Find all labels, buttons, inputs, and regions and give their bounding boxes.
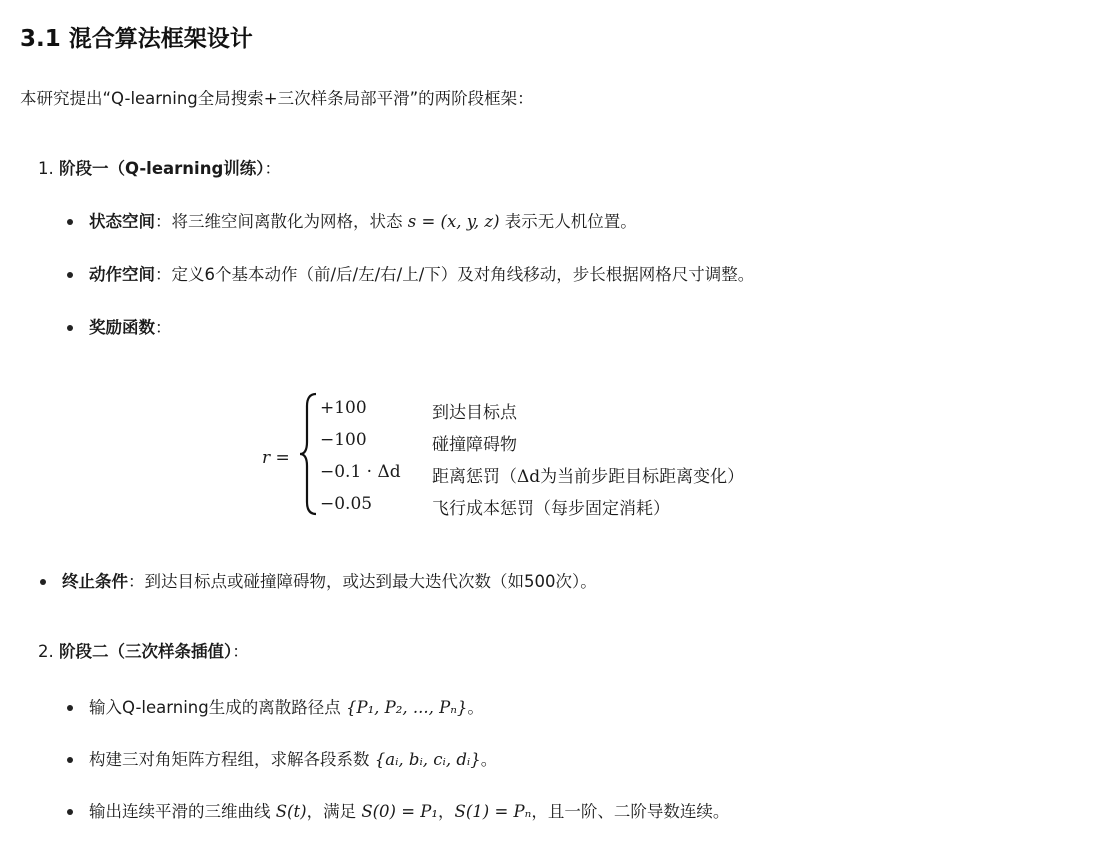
reward-formula — [262, 392, 862, 522]
termination-label: 终止条件 — [62, 572, 128, 591]
output-math-2: S(0) = P₁ — [361, 802, 439, 821]
output-after: ，且一阶、二阶导数连续。 — [531, 802, 730, 821]
stage2-heading — [38, 640, 249, 664]
section-heading: 3.1 混合算法框架设计 — [20, 26, 253, 52]
state-math: s = (x, y, z) — [407, 212, 500, 231]
case-value-4: −0.05 — [320, 494, 373, 514]
bullet-dot — [67, 325, 73, 331]
stage1-number: 1. — [38, 159, 54, 178]
termination-item — [62, 570, 597, 594]
output-sep: ， — [438, 802, 455, 821]
intro-paragraph: 本研究提出“Q-learning全局搜索+三次样条局部平滑”的两阶段框架： — [20, 89, 534, 108]
action-space-text: ：定义6个基本动作（前/后/左/右/上/下）及对角线移动，步长根据网格尺寸调整。 — [155, 265, 755, 284]
stage2-colon: ： — [232, 642, 249, 661]
case-value-2: −100 — [320, 430, 367, 450]
build-math: {aᵢ, bᵢ, cᵢ, dᵢ} — [374, 750, 481, 769]
state-space-text: ：将三维空间离散化为网格，状态 — [155, 212, 403, 231]
stage1-colon: ： — [264, 159, 282, 178]
left-brace — [298, 392, 318, 516]
input-item — [89, 696, 484, 720]
build-after: 。 — [480, 750, 498, 769]
input-after: 。 — [467, 698, 484, 717]
reward-function-colon: ： — [155, 318, 172, 337]
stage1-title: 阶段一（Q-learning训练） — [59, 159, 265, 178]
case-value-1: +100 — [320, 398, 367, 418]
input-text: 输入Q-learning生成的离散路径点 — [89, 698, 341, 717]
case-value-3: −0.1 · Δd — [320, 462, 401, 482]
stage2-title: 阶段二（三次样条插值） — [59, 642, 233, 661]
bullet-dot — [40, 579, 46, 585]
stage1-heading — [38, 157, 281, 181]
termination-text: ：到达目标点或碰撞障碍物，或达到最大迭代次数（如500次）。 — [128, 572, 597, 591]
state-space-item — [89, 210, 637, 234]
bullet-dot — [67, 272, 73, 278]
case-desc-3: 距离惩罚（Δd为当前步距目标距离变化） — [432, 467, 745, 487]
action-space-label: 动作空间 — [89, 265, 155, 284]
reward-function-label: 奖励函数 — [89, 318, 155, 337]
build-text: 构建三对角矩阵方程组，求解各段系数 — [89, 750, 370, 769]
output-mid: ，满足 — [306, 802, 357, 821]
formula-lhs: r = — [262, 448, 290, 468]
state-space-label: 状态空间 — [89, 212, 155, 231]
reward-function-item — [89, 316, 172, 340]
output-text: 输出连续平滑的三维曲线 — [89, 802, 271, 821]
bullet-dot — [67, 757, 73, 763]
input-math: {P₁, P₂, ..., Pₙ} — [345, 698, 468, 717]
bullet-dot — [67, 219, 73, 225]
output-math-3: S(1) = Pₙ — [454, 802, 532, 821]
output-math-1: S(t) — [275, 802, 307, 821]
stage2-number: 2. — [38, 642, 54, 661]
build-item — [89, 748, 497, 772]
bullet-dot — [67, 705, 73, 711]
case-desc-2: 碰撞障碍物 — [432, 435, 517, 455]
output-item — [89, 800, 729, 824]
case-desc-1: 到达目标点 — [432, 403, 517, 423]
bullet-dot — [67, 809, 73, 815]
action-space-item — [89, 263, 754, 287]
state-space-after: 表示无人机位置。 — [504, 212, 637, 231]
case-desc-4: 飞行成本惩罚（每步固定消耗） — [432, 499, 670, 519]
